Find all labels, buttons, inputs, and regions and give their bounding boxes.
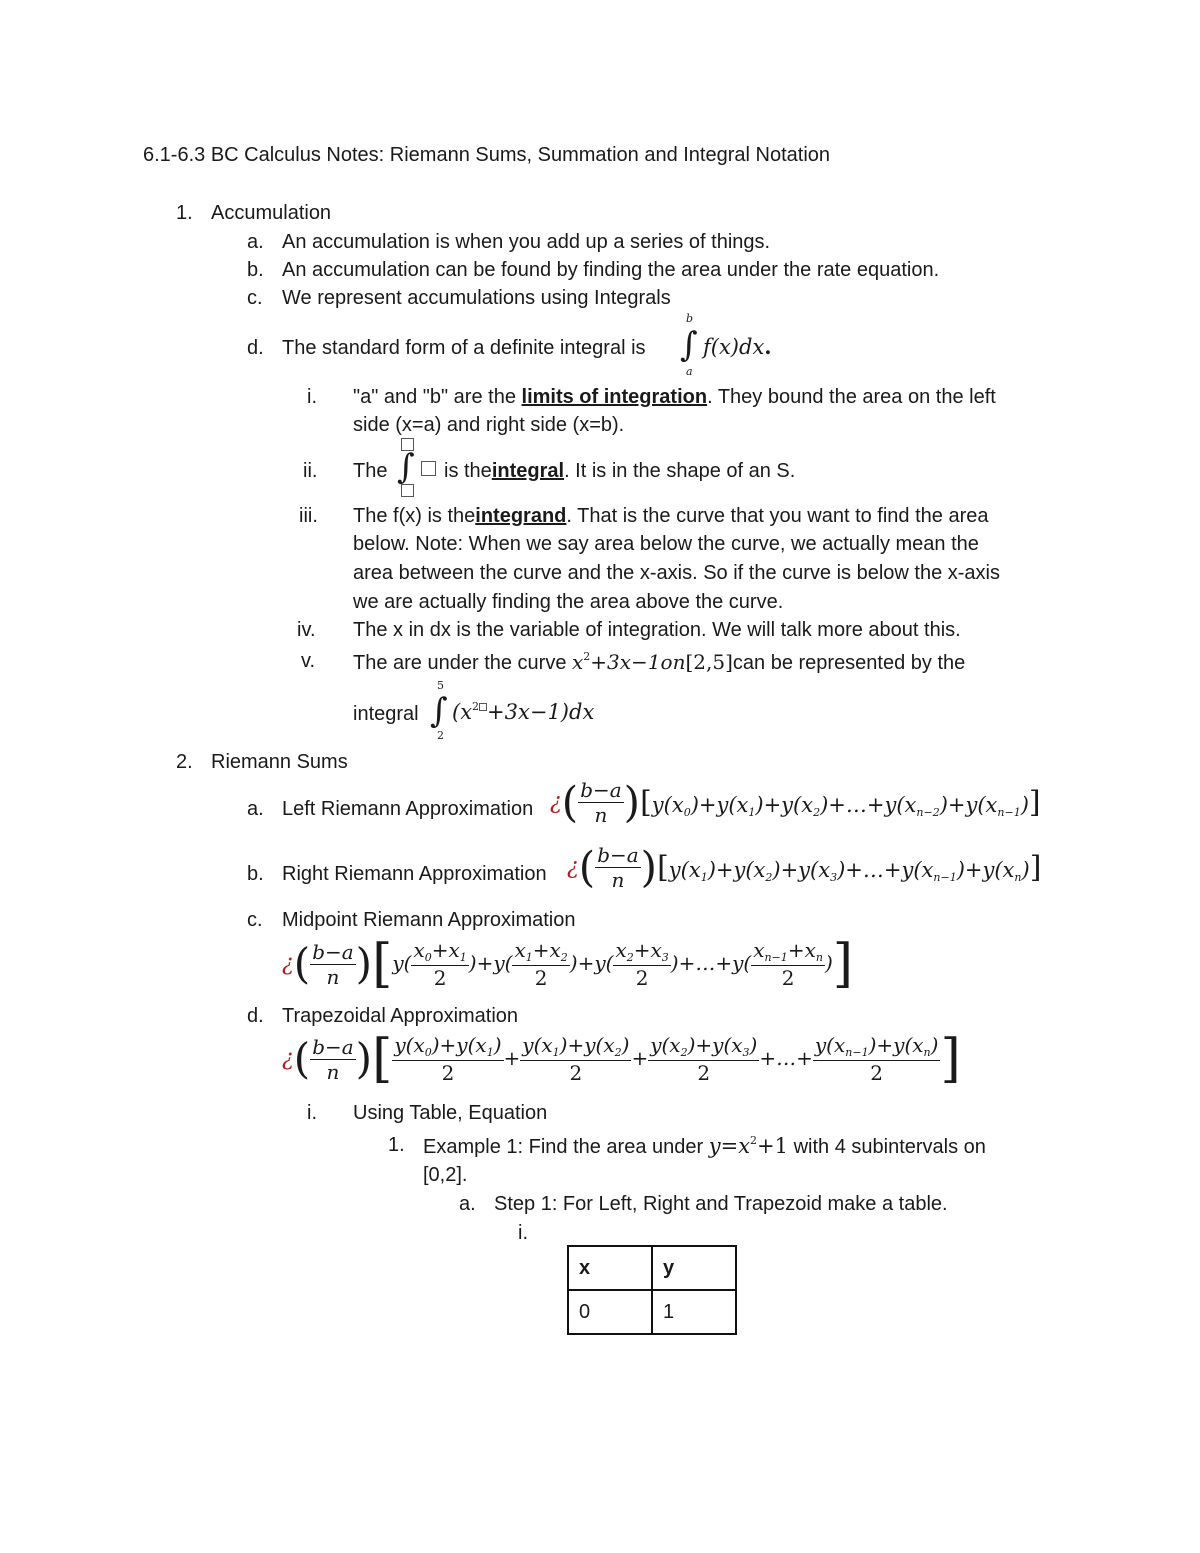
integral-sign: ∫ (680, 325, 698, 365)
integral-term: integral (491, 460, 565, 482)
page-title: 6.1-6.3 BC Calculus Notes: Riemann Sums, Summation and Integral Notation (143, 144, 831, 166)
limits-of-integration-line-2: side (x=a) and right side (x=b). (353, 414, 625, 436)
example-1-interval: [0,2]. (423, 1164, 468, 1186)
item-2d-marker: d. (247, 1005, 264, 1027)
item-1a-text: An accumulation is when you add up a series of things. (282, 231, 771, 253)
integrand-line: The f(x) is theintegrand. That is the curve that you want to find the area (353, 505, 989, 527)
integral-sign-line-lead: The (353, 460, 388, 482)
curve-example-line: The are under the curve $x^2+3x-1on[2,5]can$ be represented by the (353, 650, 966, 674)
item-1d-i-marker: i. (307, 386, 317, 408)
item-1c-marker: c. (247, 287, 263, 309)
item-2c-marker: c. (247, 909, 263, 931)
item-1d-text: The standard form of a definite integral is (282, 337, 646, 359)
item-1b-marker: b. (247, 259, 264, 281)
integral-sign: ∫ (397, 447, 415, 487)
variable-of-integration-text: The x in dx is the variable of integration. We will talk more about this. (353, 619, 961, 641)
item-1d-v-marker: v. (301, 650, 316, 672)
midpoint-riemann-label: Midpoint Riemann Approximation (282, 909, 576, 931)
section-2-number: 2. (176, 751, 193, 773)
midpoint-riemann-formula: ¿( $\frac{b-a}{n}$ )[y( $\frac{x_0+x_1}{2}$ )+y( $\frac{x_1+x_2}{2}$ )+y( $\frac{x_2+x_3}{2}$ )+…+y( $\frac{x_{n-1}+x_n}{2}$ )] (282, 934, 854, 994)
step-1-marker: a. (459, 1193, 476, 1215)
placeholder-box-icon (401, 484, 414, 497)
item-1d-iii-marker: iii. (299, 505, 318, 527)
integral-definition-line: is theintegral. It is in the shape of an S. (444, 460, 796, 482)
left-riemann-label: Left Riemann Approximation (282, 798, 534, 820)
integrand-line-3: area between the curve and the x-axis. So if the curve is below the x-axis (353, 562, 1001, 584)
integrand-line-2: below. Note: When we say area below the curve, we actually mean the (353, 533, 979, 555)
trapezoidal-label: Trapezoidal Approximation (282, 1005, 519, 1027)
limits-of-integration-term: limits of integration (521, 386, 708, 408)
integral-lower-limit: 2 (437, 729, 444, 742)
integrand-term: integrand (475, 505, 567, 527)
step-1-text: Step 1: For Left, Right and Trapezoid make a table. (494, 1193, 948, 1215)
right-riemann-formula: ¿( $\frac{b-a}{n}$ )$[y(x_1)+y(x_2)+y(x_3)+\dots+y(x_{n-1})+y(x_n)]$ (567, 842, 1042, 892)
integral-upper-limit: b (686, 312, 694, 325)
limits-of-integration-line: "a" and "b" are the limits of integration. They bound the area on the left (353, 386, 996, 408)
item-2d-i-marker: i. (307, 1102, 317, 1124)
trapezoidal-formula: ¿( $\frac{b-a}{n}$ )[ $\frac{y(x_0)+y(x_1)}{2}$ + $\frac{y(x_1)+y(x_2)}{2}$ + $\frac{y(x_2)+y(x_3)}{2}$ +…+ $\frac{y(x_{n-1})+y(x_n)}{2}$ ] (282, 1029, 961, 1089)
integral-word: integral (353, 703, 419, 725)
table-header-row (568, 1246, 736, 1290)
integral-lower-limit: a (686, 365, 693, 378)
item-1b-text: An accumulation can be found by finding the area under the rate equation. (282, 259, 940, 281)
section-2-heading: Riemann Sums (211, 751, 348, 773)
item-1a-marker: a. (247, 231, 264, 253)
integrand-line-4: we are actually finding the area above the curve. (353, 591, 784, 613)
xy-table (567, 1245, 737, 1335)
section-1-number: 1. (176, 202, 193, 224)
right-riemann-label: Right Riemann Approximation (282, 863, 547, 885)
example-integral-expression: $(x^2 +3x-1)dx$ (452, 700, 595, 724)
left-riemann-formula: ¿( $\frac{b-a}{n}$ )$[y(x_0)+y(x_1)+y(x_2)+\dots+y(x_{n-2})+y(x_{n-1})]$ (550, 777, 1041, 827)
table-cell-y: 1 (652, 1290, 736, 1334)
example-1-marker: 1. (388, 1134, 405, 1156)
table-header-y: y (652, 1246, 736, 1290)
item-2b-marker: b. (247, 863, 264, 885)
item-1c-text: We represent accumulations using Integrals (282, 287, 671, 309)
table-header-x: x (568, 1246, 652, 1290)
example-1-text: Example 1: Find the area under $y=x^2+1$ with 4 subintervals on (423, 1134, 986, 1158)
definite-integral-expression: f(x)dx. (703, 334, 772, 359)
step-1-subitem-marker: i. (518, 1222, 528, 1244)
table-cell-x: 0 (568, 1290, 652, 1334)
item-2a-marker: a. (247, 798, 264, 820)
item-1d-ii-marker: ii. (303, 460, 318, 482)
item-1d-iv-marker: iv. (297, 619, 316, 641)
integral-sign: ∫ (430, 691, 448, 731)
using-table-equation-text: Using Table, Equation (353, 1102, 548, 1124)
item-1d-marker: d. (247, 337, 264, 359)
placeholder-box-icon (421, 461, 436, 476)
integral-upper-limit: 5 (437, 679, 444, 692)
table-row (568, 1290, 736, 1334)
section-1-heading: Accumulation (211, 202, 332, 224)
